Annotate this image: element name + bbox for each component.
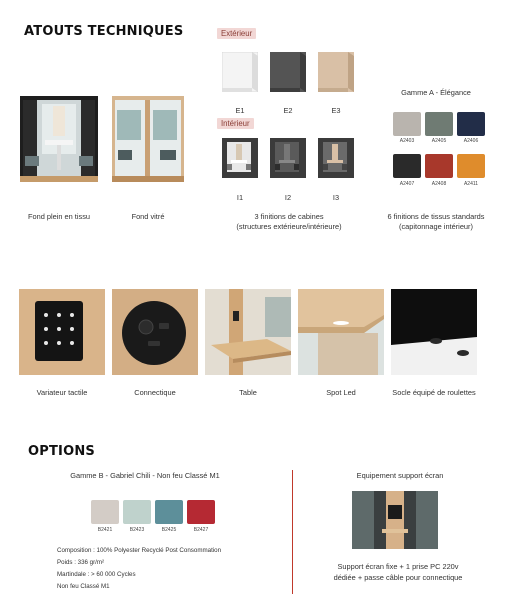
feature-image-caster-base <box>391 289 477 375</box>
feature-caption-caster-base: Socle équipé de roulettes <box>392 388 476 397</box>
screen-caption-line1: Support écran fixe + 1 prise PC 220v <box>337 562 459 571</box>
feature-image-dimmer <box>19 289 105 375</box>
feature-image-connectivity <box>112 289 198 375</box>
fabric-code-a2408: A2408 <box>431 181 447 187</box>
section-title-atouts: ATOUTS TECHNIQUES <box>24 24 184 39</box>
screen-option-title: Equipement support écran <box>356 471 444 480</box>
feature-caption-table: Table <box>239 388 257 397</box>
gamme-b-code-b2427: B2427 <box>193 527 209 533</box>
feature-caption-dimmer: Variateur tactile <box>36 388 88 397</box>
exterior-code-e2: E2 <box>283 106 293 115</box>
fabric-swatch-a2407 <box>393 154 421 178</box>
screen-caption-line2: dédiée + passe câble pour connectique <box>333 573 463 582</box>
gamme-b-spec-composition: Composition : 100% Polyester Recyclé Post Consommation <box>57 547 222 554</box>
gamme-b-code-b2423: B2423 <box>129 527 145 533</box>
interior-code-i3: I3 <box>332 193 340 202</box>
gamme-b-spec-weight: Poids : 336 gr/m² <box>57 559 105 566</box>
section-title-options: OPTIONS <box>28 444 95 459</box>
fabric-code-a2405: A2405 <box>431 138 447 144</box>
gamme-b-spec-fire-class: Non feu Classé M1 <box>57 583 110 590</box>
exterior-cube-e1 <box>222 52 258 97</box>
feature-caption-connectivity: Connectique <box>134 388 176 397</box>
exterior-cube-e3 <box>318 52 354 97</box>
interior-cube-i3 <box>318 138 354 183</box>
interior-cube-i1 <box>222 138 258 183</box>
gamme-b-swatch-b2425 <box>155 500 183 524</box>
finishes-caption-line2: (structures extérieure/intérieure) <box>236 222 342 231</box>
booth-image-fabric <box>20 96 98 182</box>
fabric-swatch-a2403 <box>393 112 421 136</box>
booth-caption-fabric: Fond plein en tissu <box>27 212 91 221</box>
feature-caption-led-spot: Spot Led <box>326 388 356 397</box>
interior-cube-i2 <box>270 138 306 183</box>
fabric-swatch-a2411 <box>457 154 485 178</box>
gamme-b-swatch-b2423 <box>123 500 151 524</box>
gamme-b-swatch-b2427 <box>187 500 215 524</box>
fabric-code-a2407: A2407 <box>399 181 415 187</box>
exterior-code-e1: E1 <box>235 106 245 115</box>
interior-code-i2: I2 <box>284 193 292 202</box>
finishes-caption-line1: 3 finitions de cabines <box>254 212 324 221</box>
feature-image-table <box>205 289 291 375</box>
fabrics-a-caption-line1: 6 finitions de tissus standards <box>387 212 485 221</box>
gamme-b-title: Gamme B - Gabriel Chili - Non feu Classé M1 <box>70 471 220 480</box>
booth-image-glass <box>112 96 184 182</box>
interior-code-i1: I1 <box>236 193 244 202</box>
fabric-code-a2403: A2403 <box>399 138 415 144</box>
fabrics-a-title: Gamme A - Élégance <box>401 88 471 97</box>
fabric-swatch-a2406 <box>457 112 485 136</box>
exterior-code-e3: E3 <box>331 106 341 115</box>
gamme-b-code-b2425: B2425 <box>161 527 177 533</box>
fabrics-a-caption-line2: (capitonnage intérieur) <box>399 222 473 231</box>
gamme-b-code-b2421: B2421 <box>97 527 113 533</box>
exterior-label: Extérieur <box>217 28 256 39</box>
fabric-swatch-a2405 <box>425 112 453 136</box>
gamme-b-spec-martindale: Martindale : > 60 000 Cycles <box>57 571 136 578</box>
booth-caption-glass: Fond vitré <box>131 212 165 221</box>
screen-support-image <box>352 491 438 549</box>
options-divider <box>292 470 293 594</box>
interior-label: Intérieur <box>217 118 254 129</box>
fabric-code-a2411: A2411 <box>463 181 479 187</box>
exterior-cube-e2 <box>270 52 306 97</box>
fabric-swatch-a2408 <box>425 154 453 178</box>
fabric-code-a2406: A2406 <box>463 138 479 144</box>
feature-image-led-spot <box>298 289 384 375</box>
gamme-b-swatch-b2421 <box>91 500 119 524</box>
